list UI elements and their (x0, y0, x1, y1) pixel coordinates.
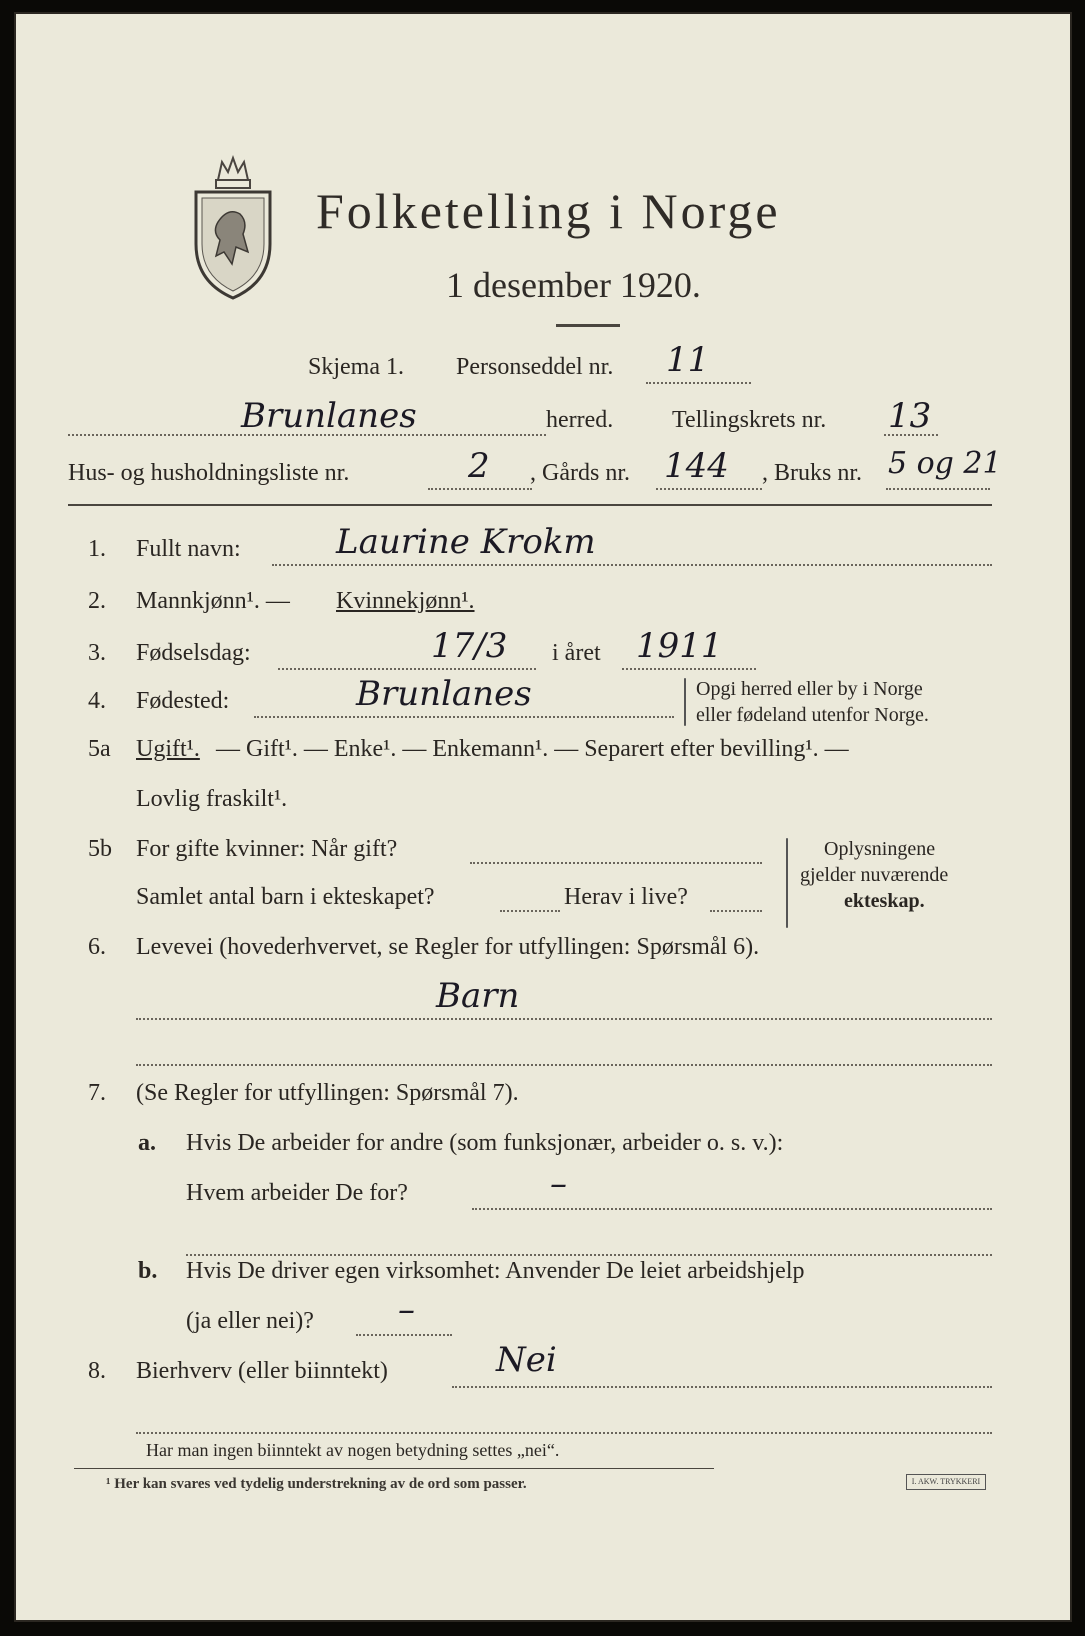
q5b-note-3: ekteskap. (844, 890, 925, 912)
q4-line (254, 716, 674, 718)
q5a-options: — Gift¹. — Enke¹. — Enkemann¹. — Separert efter bevilling¹. — (216, 736, 849, 762)
q2-mannkjonn: Mannkjønn¹. — (136, 588, 290, 614)
q5b-note-2: gjelder nuværende (800, 864, 949, 886)
hus-line (428, 488, 532, 490)
q2-kvinnekjonn-underlined: Kvinnekjønn¹. (336, 588, 475, 614)
bruks-line (886, 488, 990, 490)
q5b-married-line (470, 862, 762, 864)
personseddel-label: Personseddel nr. (456, 354, 614, 380)
q5a-fraskilt: Lovlig fraskilt¹. (136, 786, 288, 812)
personseddel-value: 11 (666, 340, 710, 380)
q1-number: 1. (88, 536, 106, 562)
skjema-label: Skjema 1. (308, 354, 404, 380)
q6-occupation-value: Barn (436, 976, 520, 1016)
q4-note-2: eller fødeland utenfor Norge. (696, 704, 929, 726)
census-date: 1 desember 1920. (446, 265, 701, 305)
q4-brace (684, 678, 686, 726)
q3-birthday-value: 17/3 (431, 626, 508, 666)
title-divider (556, 324, 620, 327)
q7a-letter: a. (138, 1130, 156, 1156)
bruks-value: 5 og 21 (888, 446, 1002, 481)
q5b-label-2: Samlet antal barn i ekteskapet? (136, 884, 435, 910)
q6-line-1 (136, 1018, 992, 1020)
q7a-line-2 (186, 1254, 992, 1256)
q1-label: Fullt navn: (136, 536, 241, 562)
gards-line (656, 488, 762, 490)
printer-stamp: I. AKW. TRYKKERI (906, 1474, 986, 1490)
hus-value: 2 (468, 446, 490, 486)
bruks-label: , Bruks nr. (762, 460, 863, 486)
q7a-label-2: Hvem arbeider De for? (186, 1180, 408, 1206)
q7-number: 7. (88, 1080, 106, 1106)
q7b-label-1: Hvis De driver egen virksomhet: Anvender De leiet arbeidshjelp (186, 1258, 805, 1284)
q7-label: (Se Regler for utfyllingen: Spørsmål 7). (136, 1080, 519, 1106)
q6-number: 6. (88, 934, 106, 960)
footer-note: Har man ingen biinntekt av nogen betydning settes „nei“. (146, 1440, 560, 1460)
q6-label: Levevei (hovederhvervet, se Regler for utfyllingen: Spørsmål 6). (136, 934, 760, 960)
footnote: ¹ Her kan svares ved tydelig understrekning av de ord som passer. (106, 1476, 527, 1492)
q5b-children-line (500, 910, 560, 912)
q6-line-2 (136, 1064, 992, 1066)
herred-label: herred. (546, 407, 614, 433)
census-form-sheet (14, 12, 1072, 1622)
tellingskrets-value: 13 (888, 396, 932, 436)
q7a-line (472, 1208, 992, 1210)
q1-full-name-value: Laurine Krokm (336, 522, 596, 562)
personseddel-line (646, 382, 751, 384)
q5b-note-1: Oplysningene (824, 838, 936, 860)
q7b-value: – (398, 1290, 415, 1330)
gards-label: , Gårds nr. (530, 460, 630, 486)
q3-year-line (622, 668, 756, 670)
gards-value: 144 (664, 446, 729, 486)
q8-line-2 (136, 1432, 992, 1434)
q5a-ugift-underlined: Ugift¹. (136, 736, 200, 762)
q8-number: 8. (88, 1358, 106, 1384)
q7a-label-1: Hvis De arbeider for andre (som funksjonær, arbeider o. s. v.): (186, 1130, 784, 1156)
q8-value: Nei (496, 1340, 557, 1380)
q5b-label-3: Herav i live? (564, 884, 688, 910)
q3-line (278, 668, 536, 670)
q4-birthplace-value: Brunlanes (356, 674, 532, 714)
tellingskrets-label: Tellingskrets nr. (672, 407, 827, 433)
q3-label: Fødselsdag: (136, 640, 251, 666)
q3-year-value: 1911 (636, 626, 723, 666)
q5b-alive-line (710, 910, 762, 912)
q4-number: 4. (88, 688, 106, 714)
coat-of-arms-icon (188, 152, 278, 302)
q5a-number: 5a (88, 736, 111, 762)
q4-note-1: Opgi herred eller by i Norge (696, 678, 923, 700)
q2-number: 2. (88, 588, 106, 614)
hus-label: Hus- og husholdningsliste nr. (68, 460, 350, 486)
herred-value: Brunlanes (241, 396, 417, 436)
form-title: Folketelling i Norge (316, 183, 781, 239)
q7b-label-2: (ja eller nei)? (186, 1308, 314, 1334)
q7b-letter: b. (138, 1258, 158, 1284)
q7b-line (356, 1334, 452, 1336)
q4-label: Fødested: (136, 688, 230, 714)
q5b-label-1: For gifte kvinner: Når gift? (136, 836, 398, 862)
q8-line (452, 1386, 992, 1388)
q8-label: Bierhverv (eller biinntekt) (136, 1358, 388, 1384)
q3-number: 3. (88, 640, 106, 666)
q3-year-label: i året (552, 640, 601, 666)
footer-divider (74, 1468, 714, 1469)
q5b-brace (786, 838, 788, 928)
q1-line (272, 564, 992, 566)
header-divider (68, 504, 992, 506)
q7a-value: – (550, 1164, 567, 1204)
q5b-number: 5b (88, 836, 112, 862)
